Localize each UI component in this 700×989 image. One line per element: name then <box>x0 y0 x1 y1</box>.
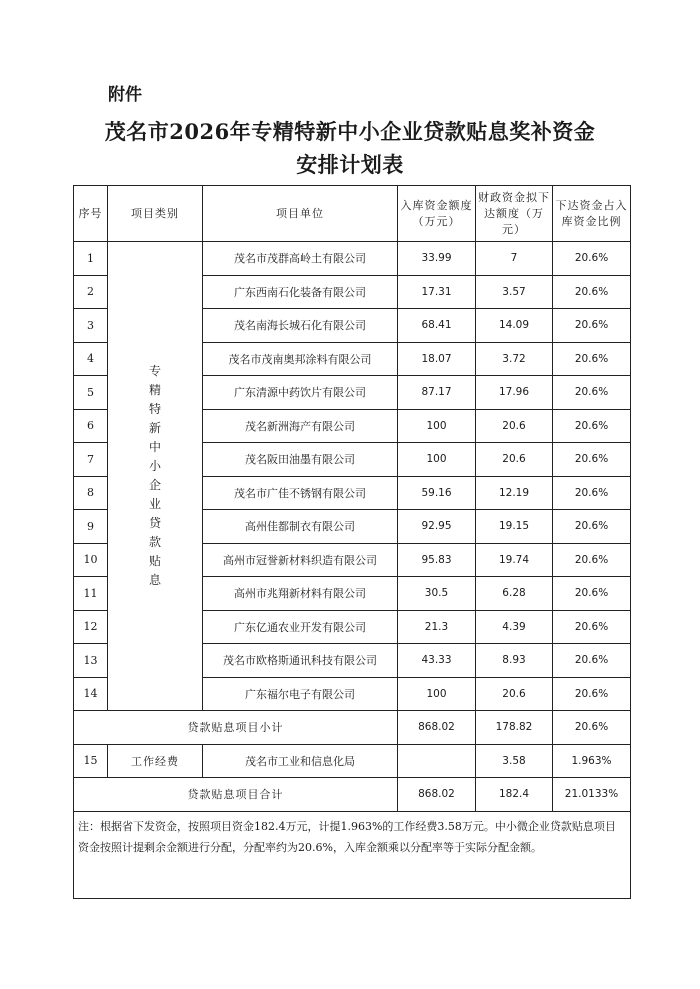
header-finance: 财政资金拟下达额度（万元） <box>476 186 553 242</box>
category-char: 精 <box>148 383 161 397</box>
row-unit: 茂名市广佳不锈钢有限公司 <box>203 476 398 510</box>
work-ratio: 1.963% <box>553 744 631 778</box>
row-unit: 高州市兆翔新材料有限公司 <box>203 577 398 611</box>
work-unit: 茂名市工业和信息化局 <box>203 744 398 778</box>
row-no: 5 <box>74 376 108 410</box>
row-no: 2 <box>74 275 108 309</box>
row-ratio: 20.6% <box>553 510 631 544</box>
row-ratio: 20.6% <box>553 309 631 343</box>
row-amount: 33.99 <box>398 242 476 276</box>
row-unit: 高州市冠誉新材料织造有限公司 <box>203 543 398 577</box>
row-no: 7 <box>74 443 108 477</box>
row-ratio: 20.6% <box>553 409 631 443</box>
row-no: 9 <box>74 510 108 544</box>
row-ratio: 20.6% <box>553 376 631 410</box>
row-amount: 18.07 <box>398 342 476 376</box>
subtotal-ratio: 20.6% <box>553 711 631 745</box>
category-char: 中 <box>148 440 161 454</box>
note-row <box>74 811 631 898</box>
table-row <box>74 242 631 276</box>
category-char: 专 <box>148 364 161 378</box>
row-no: 10 <box>74 543 108 577</box>
row-ratio: 20.6% <box>553 443 631 477</box>
category-char: 特 <box>148 402 161 416</box>
category-char: 款 <box>148 535 161 549</box>
row-ratio: 20.6% <box>553 644 631 678</box>
work-finance: 3.58 <box>476 744 553 778</box>
row-ratio: 20.6% <box>553 342 631 376</box>
row-finance: 19.74 <box>476 543 553 577</box>
row-ratio: 20.6% <box>553 275 631 309</box>
row-unit: 茂名新洲海产有限公司 <box>203 409 398 443</box>
category-char: 贴 <box>148 554 161 568</box>
row-ratio: 20.6% <box>553 476 631 510</box>
row-unit: 茂名市茂南奥邦涂料有限公司 <box>203 342 398 376</box>
row-finance: 3.57 <box>476 275 553 309</box>
category-char: 业 <box>148 497 161 511</box>
row-amount: 43.33 <box>398 644 476 678</box>
work-amount <box>398 744 476 778</box>
total-label: 贷款贴息项目合计 <box>74 778 398 812</box>
document-title: 茂名市2026年专精特新中小企业贷款贴息奖补资金 <box>104 119 596 144</box>
row-amount: 17.31 <box>398 275 476 309</box>
total-amount: 868.02 <box>398 778 476 812</box>
row-amount: 68.41 <box>398 309 476 343</box>
row-finance: 20.6 <box>476 443 553 477</box>
row-no: 12 <box>74 610 108 644</box>
total-finance: 182.4 <box>476 778 553 812</box>
row-finance: 19.15 <box>476 510 553 544</box>
row-finance: 12.19 <box>476 476 553 510</box>
row-ratio: 20.6% <box>553 242 631 276</box>
row-ratio: 20.6% <box>553 677 631 711</box>
row-unit: 高州佳都制衣有限公司 <box>203 510 398 544</box>
row-finance: 4.39 <box>476 610 553 644</box>
row-no: 4 <box>74 342 108 376</box>
table-header-row <box>74 186 631 242</box>
work-fund-row <box>74 744 631 778</box>
row-unit: 茂名市欧格斯通讯科技有限公司 <box>203 644 398 678</box>
row-unit: 广东清源中药饮片有限公司 <box>203 376 398 410</box>
row-no: 1 <box>74 242 108 276</box>
row-finance: 7 <box>476 242 553 276</box>
row-amount: 100 <box>398 443 476 477</box>
row-finance: 8.93 <box>476 644 553 678</box>
row-no: 13 <box>74 644 108 678</box>
total-ratio: 21.0133% <box>553 778 631 812</box>
attachment-label: 附件 <box>108 85 142 105</box>
row-amount: 100 <box>398 677 476 711</box>
category-char: 新 <box>148 421 161 435</box>
row-amount: 30.5 <box>398 577 476 611</box>
row-unit: 广东福尔电子有限公司 <box>203 677 398 711</box>
header-amount: 入库资金额度（万元） <box>398 186 476 242</box>
subtotal-amount: 868.02 <box>398 711 476 745</box>
row-amount: 21.3 <box>398 610 476 644</box>
category-char: 企 <box>148 478 161 492</box>
header-ratio: 下达资金占入库资金比例 <box>553 186 631 242</box>
row-no: 3 <box>74 309 108 343</box>
category-cell <box>108 242 203 711</box>
note-text: 注：根据省下发资金，按照项目资金182.4万元，计提1.963%的工作经费3.58万元。中小微企业贷款贴息项目资金按照计提剩余金额进行分配，分配率约为20.6%，入库金额乘以分配率等于实际分配金额。 <box>74 811 631 898</box>
row-finance: 20.6 <box>476 409 553 443</box>
row-finance: 20.6 <box>476 677 553 711</box>
category-char: 小 <box>148 459 161 473</box>
work-no: 15 <box>74 744 108 778</box>
row-amount: 100 <box>398 409 476 443</box>
row-no: 8 <box>74 476 108 510</box>
header-seq: 序号 <box>74 186 108 242</box>
row-finance: 14.09 <box>476 309 553 343</box>
row-no: 11 <box>74 577 108 611</box>
category-char: 贷 <box>148 516 161 530</box>
category-char: 息 <box>148 573 161 587</box>
row-amount: 59.16 <box>398 476 476 510</box>
row-unit: 茂名南海长城石化有限公司 <box>203 309 398 343</box>
row-ratio: 20.6% <box>553 577 631 611</box>
row-amount: 95.83 <box>398 543 476 577</box>
row-no: 6 <box>74 409 108 443</box>
work-category: 工作经费 <box>108 744 203 778</box>
row-finance: 6.28 <box>476 577 553 611</box>
subtotal-label: 贷款贴息项目小计 <box>74 711 398 745</box>
row-unit: 茂名阪田油墨有限公司 <box>203 443 398 477</box>
row-finance: 17.96 <box>476 376 553 410</box>
header-unit: 项目单位 <box>203 186 398 242</box>
allocation-table <box>73 185 631 899</box>
row-amount: 92.95 <box>398 510 476 544</box>
row-ratio: 20.6% <box>553 610 631 644</box>
row-no: 14 <box>74 677 108 711</box>
row-unit: 广东西南石化装备有限公司 <box>203 275 398 309</box>
row-amount: 87.17 <box>398 376 476 410</box>
row-unit: 广东亿通农业开发有限公司 <box>203 610 398 644</box>
row-unit: 茂名市茂群高岭土有限公司 <box>203 242 398 276</box>
row-ratio: 20.6% <box>553 543 631 577</box>
document-subtitle: 安排计划表 <box>296 152 404 177</box>
total-row <box>74 778 631 812</box>
subtotal-row <box>74 711 631 745</box>
subtotal-finance: 178.82 <box>476 711 553 745</box>
row-finance: 3.72 <box>476 342 553 376</box>
header-category: 项目类别 <box>108 186 203 242</box>
